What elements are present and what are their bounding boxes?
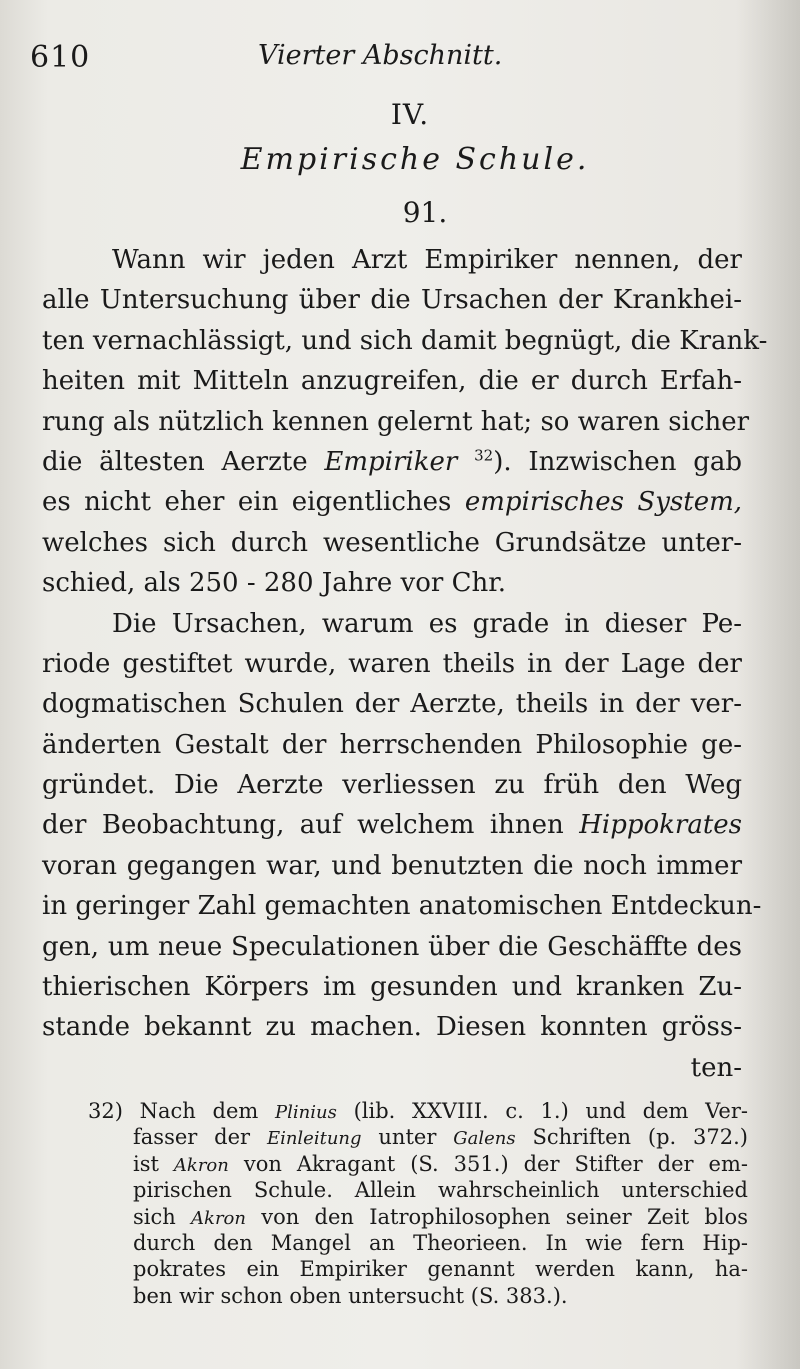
section-number: IV.: [390, 98, 430, 131]
text-line: welches sich durch wesentliche Grundsätze unter-: [42, 527, 742, 558]
text-line: gründet. Die Aerzte verliessen zu früh den Weg: [42, 770, 742, 801]
footnote-line: durch den Mangel an Theorieen. In wie fern Hip-: [133, 1230, 748, 1255]
footnote-line: fasser der Einleitung unter Galens Schriften (p. 372.): [133, 1125, 748, 1150]
text-line: die ältesten Aerzte Empiriker $^{32}$). Inzwischen gab: [42, 446, 743, 477]
text-line: es nicht eher ein eigentliches empirisches System,: [42, 487, 743, 518]
footnote-line: pokrates ein Empiriker genannt werden kann, ha-: [133, 1257, 748, 1282]
emphasis-empirisches-system: empirisches System,: [464, 487, 743, 518]
text-line: in geringer Zahl gemachten anatomischen Entdeckun-: [42, 891, 762, 922]
text-line: der Beobachtung, auf welchem ihnen Hippokrates: [42, 810, 742, 841]
page-number: 610: [30, 40, 91, 75]
text-line: dogmatischen Schulen der Aerzte, theils in der ver-: [42, 689, 742, 720]
text-line: ten vernachlässigt, und sich damit begnügt, die Krank-: [42, 325, 768, 356]
text-line: Die Ursachen, warum es grade in dieser Pe-: [112, 608, 742, 639]
emphasis-empiriker: Empiriker: [324, 446, 458, 477]
footnote-mark: 32): [88, 1099, 123, 1123]
footnote-reference[interactable]: 32: [474, 446, 494, 465]
paragraph-number: 91.: [402, 196, 448, 229]
emphasis-hippokrates: Hippokrates: [579, 810, 742, 841]
footnote-line: ben wir schon oben untersucht (S. 383.).: [133, 1283, 568, 1308]
text-line: Wann wir jeden Arzt Empiriker nennen, der: [112, 245, 742, 275]
footnote: [88, 1098, 748, 1309]
running-head: Vierter Abschnitt.: [258, 40, 503, 71]
footnote-line: pirischen Schule. Allein wahrscheinlich unterschied: [133, 1178, 748, 1203]
footnote-line: sich Akron von den Iatrophilosophen seiner Zeit blos: [133, 1204, 748, 1229]
page-header: [30, 36, 740, 80]
text-line: schied, als 250 - 280 Jahre vor Chr.: [42, 568, 507, 599]
text-line: stande bekannt zu machen. Diesen konnten gröss-: [42, 1012, 742, 1043]
text-line: voran gegangen war, und benutzten die noch immer: [42, 850, 742, 881]
section-title: Empirische Schule.: [240, 142, 590, 177]
text-line: riode gestiftet wurde, waren theils in der Lage der: [42, 648, 742, 679]
text-line: heiten mit Mitteln anzugreifen, die er durch Erfah-: [42, 366, 742, 397]
footnote-line: 32) Nach dem Plinius (lib. XXVIII. c. 1.) und dem Ver-: [88, 1099, 748, 1123]
body-text: [42, 240, 768, 1088]
text-line: rung als nützlich kennen gelernt hat; so waren sicher: [42, 406, 750, 437]
text-line: änderten Gestalt der herrschenden Philosophie ge-: [42, 729, 742, 760]
text-line: thierischen Körpers im gesunden und kranken Zu-: [42, 972, 742, 1003]
text-line: alle Untersuchung über die Ursachen der Krankhei-: [42, 285, 742, 316]
catchword: ten-: [690, 1052, 742, 1083]
text-line: gen, um neue Speculationen über die Geschäffte des: [42, 931, 742, 962]
footnote-line: ist Akron von Akragant (S. 351.) der Stifter der em-: [133, 1151, 748, 1176]
